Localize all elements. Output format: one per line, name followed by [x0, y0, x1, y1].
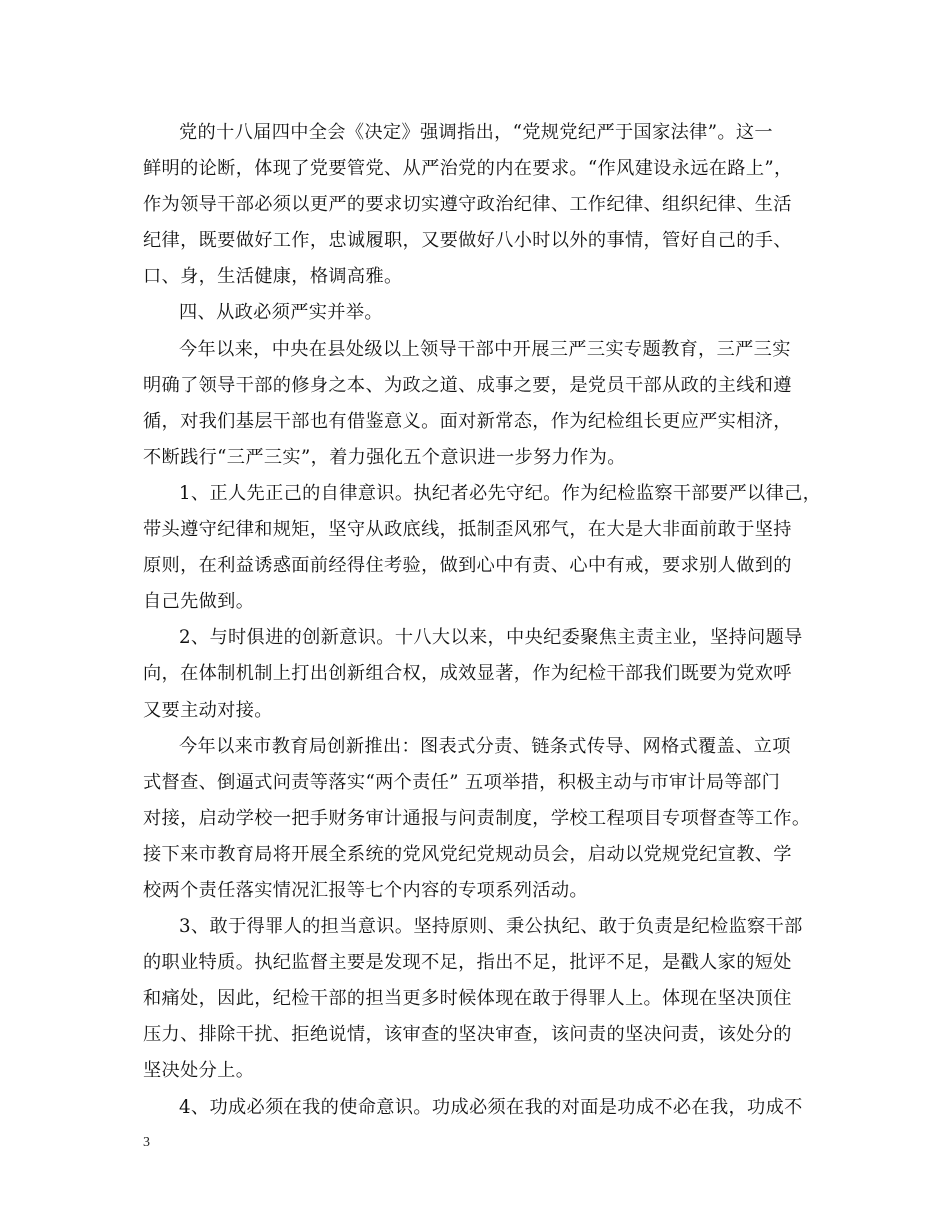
text-line: 坚决处分上。 — [143, 1060, 255, 1082]
text-line: 2、与时俱进的创新意识。十八大以来，中央纪委聚焦主责主业，坚持问题导 — [179, 627, 803, 649]
text-line: 向，在体制机制上打出创新组合权，成效显著，作为纪检干部我们既要为党欢呼 — [143, 663, 792, 685]
heading-text: 四、从政必须严实并举。 — [179, 302, 383, 324]
text-line: 接下来市教育局将开展全系统的党风党纪党规动员会，启动以党规党纪宣教、学 — [143, 843, 792, 865]
section-heading-4 — [143, 295, 831, 331]
text-line: 校两个责任落实情况汇报等七个内容的专项系列活动。 — [143, 879, 588, 901]
text-line: 的职业特质。执纪监督主要是发现不足，指出不足，批评不足，是戳人家的短处 — [143, 952, 792, 974]
text-line: 又要主动对接。 — [143, 699, 273, 721]
text-line: 原则，在利益诱惑面前经得住考验，做到心中有责、心中有戒，要求别人做到的 — [143, 555, 792, 577]
text-line: 和痛处，因此，纪检干部的担当更多时候体现在敢于得罪人上。体现在坚决顶住 — [143, 988, 792, 1010]
paragraph-6 — [143, 729, 831, 909]
paragraph-8 — [143, 1090, 831, 1126]
text-line: 党的十八届四中全会《决定》强调指出，“党规党纪严于国家法律”。这一 — [179, 122, 773, 143]
paragraph-4 — [143, 476, 831, 620]
text-line: 今年以来，中央在县处级以上领导干部中开展三严三实专题教育，三严三实 — [179, 338, 791, 360]
text-line: 1、正人先正己的自律意识。执纪者必先守纪。作为纪检监察干部要严以律己， — [179, 482, 822, 504]
document-body — [143, 115, 831, 1126]
page-number: 3 — [143, 1135, 150, 1150]
text-line: 口、身，生活健康，格调高雅。 — [143, 266, 403, 288]
text-line: 带头遵守纪律和规矩，坚守从政底线，抵制歪风邪气，在大是大非面前敢于坚持 — [143, 519, 792, 541]
text-line: 循，对我们基层干部也有借鉴意义。面对新常态，作为纪检组长更应严实相济， — [143, 410, 792, 432]
text-line: 式督查、倒逼式问责等落实“两个责任” 五项举措，积极主动与市审计局等部门 — [143, 771, 781, 793]
paragraph-5 — [143, 620, 831, 728]
paragraph-1 — [143, 115, 831, 295]
text-line: 自己先做到。 — [143, 591, 255, 613]
text-line: 对接，启动学校一把手财务审计通报与问责制度，学校工程项目专项督查等工作。 — [143, 807, 811, 829]
text-line: 4、功成必须在我的使命意识。功成必须在我的对面是功成不必在我，功成不 — [179, 1096, 803, 1118]
text-line: 今年以来市教育局创新推出：图表式分责、链条式传导、网格式覆盖、立项 — [179, 735, 791, 757]
paragraph-7 — [143, 909, 831, 1089]
text-line: 作为领导干部必须以更严的要求切实遵守政治纪律、工作纪律、组织纪律、生活 — [143, 194, 792, 216]
text-line: 明确了领导干部的修身之本、为政之道、成事之要，是党员干部从政的主线和遵 — [143, 374, 792, 396]
text-line: 鲜明的论断，体现了党要管党、从严治党的内在要求。“作风建设永远在路上”， — [143, 158, 793, 180]
text-line: 不断践行“三严三实”，着力强化五个意识进一步努力作为。 — [143, 446, 626, 468]
text-line: 3、敢于得罪人的担当意识。坚持原则、秉公执纪、敢于负责是纪检监察干部 — [179, 916, 803, 938]
paragraph-3 — [143, 332, 831, 476]
text-line: 压力、排除干扰、拒绝说情，该审查的坚决审查，该问责的坚决问责，该处分的 — [143, 1024, 792, 1046]
text-line: 纪律，既要做好工作，忠诚履职，又要做好八小时以外的事情，管好自己的手、 — [143, 230, 792, 252]
